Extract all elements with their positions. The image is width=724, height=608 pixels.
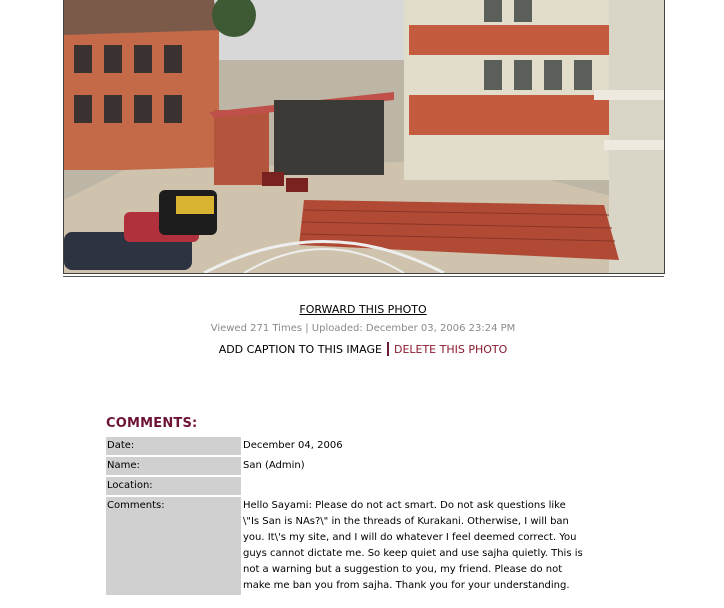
location-label: Location: xyxy=(106,477,241,495)
comments-label: Comments: xyxy=(106,497,241,595)
comment-table xyxy=(105,435,585,597)
comment-row-date xyxy=(106,437,584,455)
photo xyxy=(63,0,665,274)
photo-actions xyxy=(63,342,663,358)
comment-row-location xyxy=(106,477,584,495)
comment-message: Hello Sayami: Please do not act smart. Do not ask questions like \"Is San is NAs?\" in the threads of Kurakani. Otherwise, I will ban you. It\'s my site, and I will do whatever I feel deemed correct. You guys cannot dictate me. So keep quiet and use sajha quietly. This is not a warning but a suggestion to you, my friend. Please do not make me ban you from sajha. Thank you for your understanding. xyxy=(243,500,583,591)
date-value: December 04, 2006 xyxy=(243,440,343,451)
photo-meta: Viewed 271 Times | Uploaded: December 03, 2006 23:24 PM xyxy=(210,323,516,334)
name-label: Name: xyxy=(106,457,241,475)
add-caption-link[interactable]: ADD CAPTION TO THIS IMAGE xyxy=(218,343,382,356)
comments-heading: COMMENTS: xyxy=(106,416,198,431)
courtyard-photo-illustration xyxy=(64,0,664,273)
forward-photo-link[interactable]: FORWARD THIS PHOTO xyxy=(299,303,427,316)
photo-divider xyxy=(63,276,664,277)
forward-block xyxy=(63,303,663,316)
comment-row-message xyxy=(106,497,584,595)
delete-photo-link[interactable]: DELETE THIS PHOTO xyxy=(393,343,508,356)
actions-separator xyxy=(387,342,389,356)
name-value: San (Admin) xyxy=(243,460,305,471)
comment-row-name xyxy=(106,457,584,475)
location-value xyxy=(242,477,584,495)
date-label: Date: xyxy=(106,437,241,455)
